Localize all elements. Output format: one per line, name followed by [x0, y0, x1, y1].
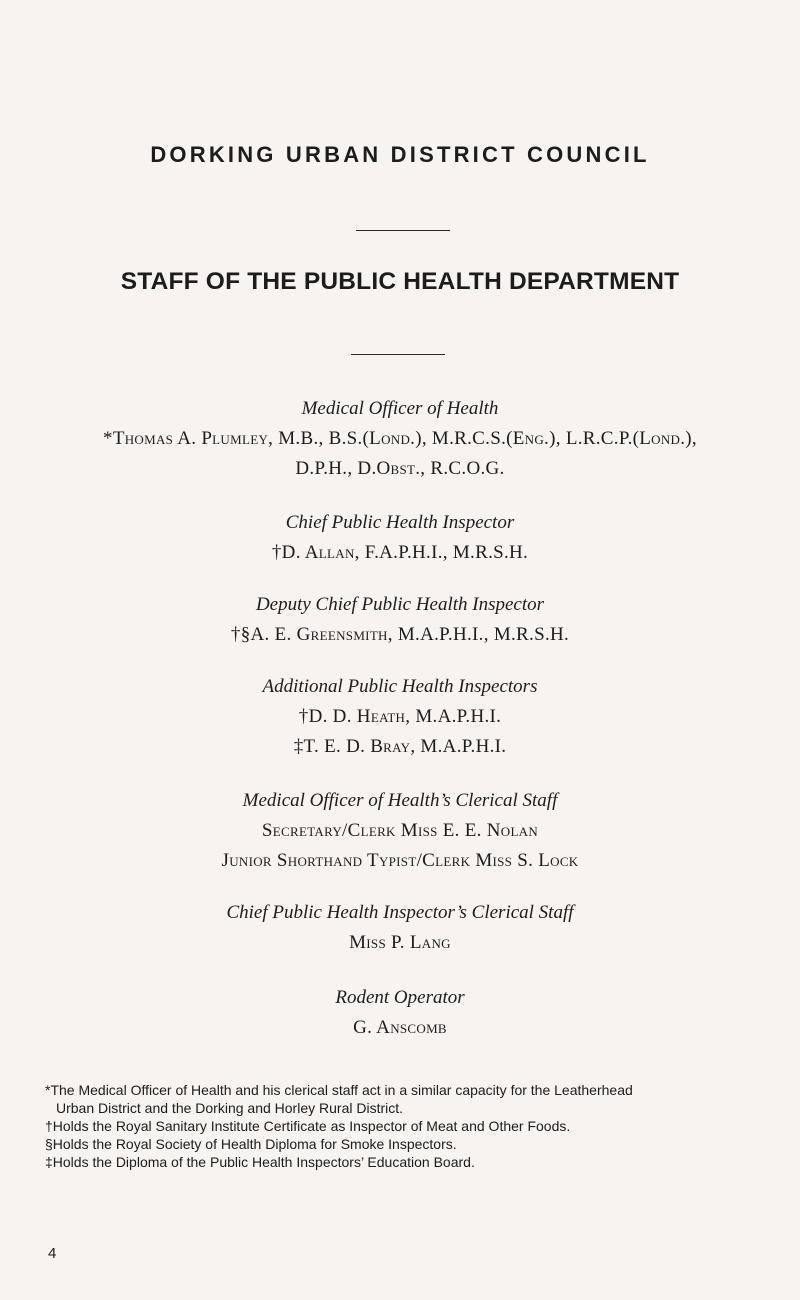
- staff-name: D.P.H., D.Obst., R.C.O.G.: [295, 458, 505, 479]
- footnote: †Holds the Royal Sanitary Institute Certificate as Inspector of Meat and Other Foods.: [45, 1118, 571, 1134]
- staff-role: Chief Public Health Inspector’s Clerical Staff: [226, 902, 574, 923]
- staff-name: †D. Allan, F.A.P.H.I., M.R.S.H.: [271, 542, 529, 563]
- staff-entry-medical-officer: [0, 394, 800, 484]
- staff-entry-moh-clerical: [0, 786, 800, 876]
- footnote: §Holds the Royal Society of Health Diploma for Smoke Inspectors.: [45, 1136, 457, 1152]
- footnote-continuation: Urban District and the Dorking and Horley Rural District.: [56, 1100, 404, 1116]
- footnote: *The Medical Officer of Health and his clerical staff act in a similar capacity for the Leatherhead: [45, 1082, 633, 1098]
- staff-entry-rodent-operator: [0, 983, 800, 1043]
- staff-entry-deputy-inspector: [0, 590, 800, 650]
- staff-name: ‡T. E. D. Bray, M.A.P.H.I.: [293, 736, 507, 757]
- staff-role: Rodent Operator: [335, 987, 465, 1008]
- staff-name: †D. D. Heath, M.A.P.H.I.: [298, 706, 502, 727]
- staff-name: *Thomas A. Plumley, M.B., B.S.(Lond.), M.R.C.S.(Eng.), L.R.C.P.(Lond.),: [103, 428, 697, 449]
- staff-entry-chief-inspector: [0, 508, 800, 568]
- staff-role: Deputy Chief Public Health Inspector: [255, 594, 545, 615]
- staff-name: G. Anscomb: [353, 1017, 447, 1038]
- staff-name: †§A. E. Greensmith, M.A.P.H.I., M.R.S.H.: [230, 624, 570, 645]
- footnote: ‡Holds the Diploma of the Public Health Inspectors’ Education Board.: [45, 1154, 475, 1170]
- staff-role: Medical Officer of Health: [301, 398, 499, 419]
- department-title: STAFF OF THE PUBLIC HEALTH DEPARTMENT: [120, 268, 680, 295]
- footnotes: [45, 1081, 785, 1171]
- divider-rule: [351, 354, 445, 355]
- staff-entry-cphi-clerical: [0, 898, 800, 958]
- staff-entry-additional-inspectors: [0, 672, 800, 762]
- divider-rule: [356, 230, 450, 231]
- staff-role: Medical Officer of Health’s Clerical Staff: [242, 790, 558, 811]
- page-number: 4: [48, 1245, 57, 1262]
- staff-name: Miss P. Lang: [349, 932, 451, 953]
- staff-name: Junior Shorthand Typist/Clerk Miss S. Lock: [221, 850, 579, 871]
- staff-name: Secretary/Clerk Miss E. E. Nolan: [261, 820, 539, 841]
- council-title: DORKING URBAN DISTRICT COUNCIL: [150, 142, 650, 167]
- staff-role: Additional Public Health Inspectors: [262, 676, 538, 697]
- staff-role: Chief Public Health Inspector: [285, 512, 515, 533]
